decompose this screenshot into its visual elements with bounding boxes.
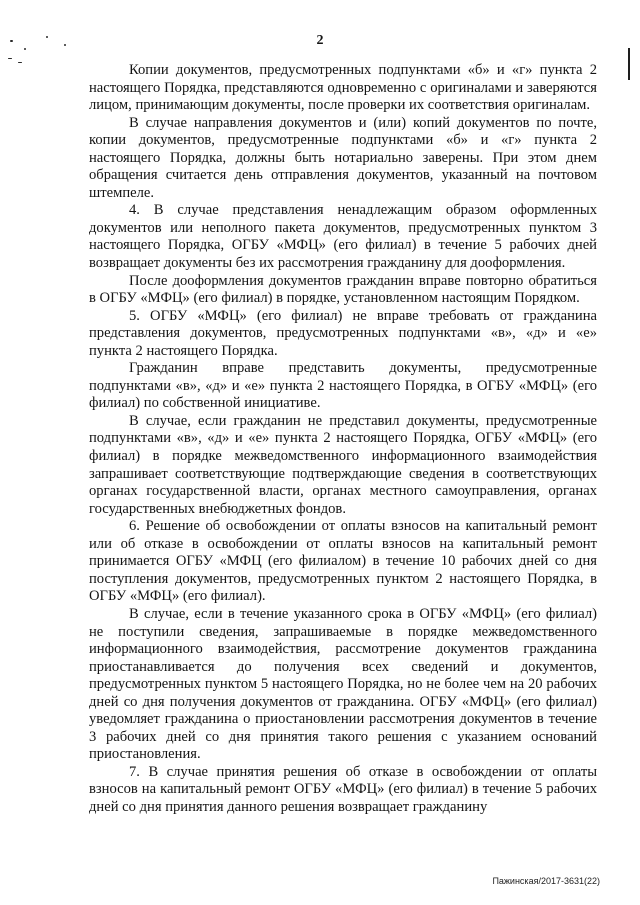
- paragraph: Копии документов, предусмотренных подпунктами «б» и «г» пункта 2 настоящего Порядка, представляются одновременно с оригиналами и заверяются лицом, принимающим документы, после проверки их соответствия оригиналам.: [89, 62, 597, 114]
- paragraph: 4. В случае представления ненадлежащим образом оформленных документов или неполного пакета документов, предусмотренных пунктом 3 настоящего Порядка, ОГБУ «МФЦ» (его филиал) в течение 5 рабочих дней возвращает документы без их рассмотрения гражданину для дооформления.: [89, 202, 597, 272]
- paragraph: В случае направления документов и (или) копий документов по почте, копии документов, предусмотренные подпунктами «б» и «г» пункта 2 настоящего Порядка, должны быть нотариально заверены. При этом днем обращения считается день отправления документов, указанный на почтовом штемпеле.: [89, 114, 597, 201]
- document-code: Пажинская/2017-3631(22): [492, 876, 600, 886]
- paragraph: В случае, если в течение указанного срока в ОГБУ «МФЦ» (его филиал) не поступили сведения, запрашиваемые в порядке межведомственного информационного взаимодействия, рассмотрение документов гражданина приостанавливается до получения всех сведений и документов, предусмотренных пунктом 5 настоящего Порядка, но не более чем на 20 рабочих дней со дня получения документов от гражданина. ОГБУ «МФЦ» (его филиал) уведомляет гражданина о приостановлении рассмотрения документов в течение 3 рабочих дней со дня принятия такого решения с указанием оснований приостановления.: [89, 605, 597, 763]
- paragraph: 6. Решение об освобождении от оплаты взносов на капитальный ремонт или об отказе в освобождении от оплаты взносов на капитальный ремонт принимается ОГБУ «МФЦ (его филиалом) в течение 10 рабочих дней со дня поступления документов, предусмотренных пунктом 2 настоящего Порядка, в ОГБУ «МФЦ» (его филиал).: [89, 518, 597, 605]
- paragraph: 5. ОГБУ «МФЦ» (его филиал) не вправе требовать от гражданина представления документов, предусмотренных подпунктами «в», «д» и «е» пункта 2 настоящего Порядка.: [89, 307, 597, 359]
- scan-speck: [8, 58, 12, 59]
- scan-speck: [18, 62, 22, 63]
- document-body: [89, 62, 597, 817]
- paragraph: После дооформления документов гражданин вправе повторно обратиться в ОГБУ «МФЦ» (его филиал) в порядке, установленном настоящим Порядком.: [89, 272, 597, 307]
- scan-edge-line: [628, 48, 630, 80]
- paragraph: В случае, если гражданин не представил документы, предусмотренные подпунктами «в», «д» и «е» пункта 2 настоящего Порядка, ОГБУ «МФЦ» (его филиал) в порядке межведомственного информационного взаимодействия запрашивает соответствующие подтверждающие сведения в соответствующих органах государственной власти, органах местного самоуправления, органах государственных внебюджетных фондов.: [89, 412, 597, 517]
- paragraph: 7. В случае принятия решения об отказе в освобождении от оплаты взносов на капитальный ремонт ОГБУ «МФЦ» (его филиал) в течение 5 рабочих дней со дня принятия данного решения возвращает гражданину: [89, 763, 597, 815]
- page-number: 2: [316, 33, 324, 48]
- paragraph: Гражданин вправе представить документы, предусмотренные подпунктами «в», «д» и «е» пункта 2 настоящего Порядка, в ОГБУ «МФЦ» (его филиал) по собственной инициативе.: [89, 360, 597, 412]
